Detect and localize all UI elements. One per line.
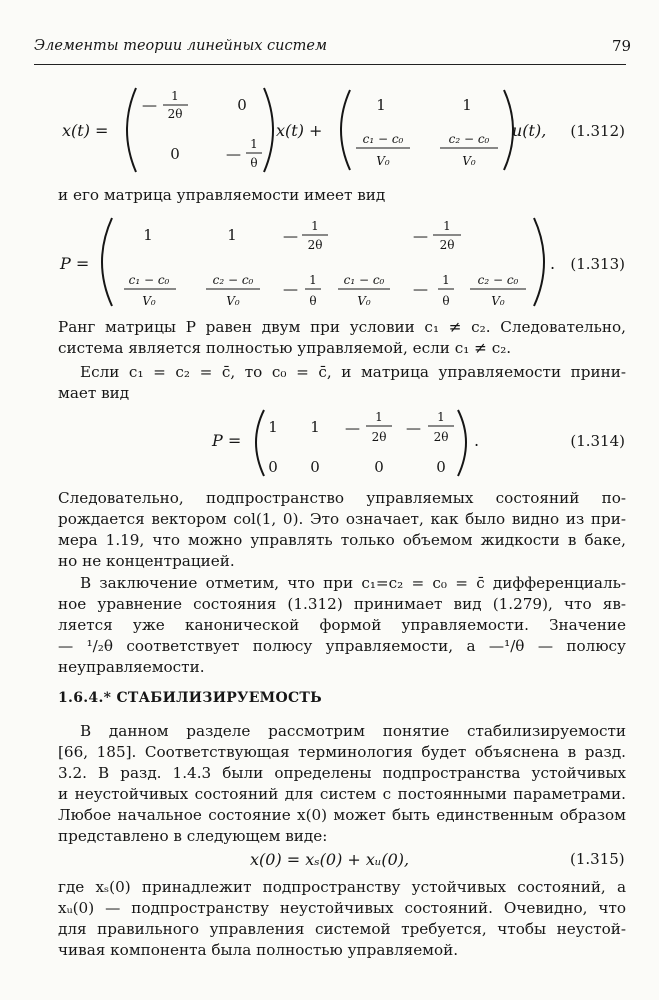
eq1312-b22-den: V₀	[462, 154, 476, 168]
eq1313-r2c3a-num: 1	[309, 273, 317, 287]
eq1314-r1c2: 1	[310, 418, 320, 436]
eq1313-dot: .	[550, 254, 556, 273]
eq1313-r2c3a-den: θ	[309, 294, 317, 308]
eq1313-r2c4b-den: V₀	[491, 294, 505, 308]
para4-line-1: В заключение отметим, что при c₁=c₂ = c₀ = c̄ дифференциаль-	[80, 574, 626, 592]
eq1314-r1c3-den: 2θ	[371, 430, 387, 444]
eq1312-b11: 1	[376, 96, 386, 114]
eq1312-m11-num: 1	[171, 89, 179, 103]
eq1314-r1c3-minus: —	[345, 419, 360, 437]
eq1314-r1c4-num: 1	[437, 410, 445, 424]
eq1314-r2c2: 0	[310, 458, 320, 476]
eq1313-r1c3-num: 1	[311, 219, 319, 233]
para3-line-4: но не концентрацией.	[58, 552, 235, 570]
para3-line-2: рождается вектором col(1, 0). Это означает, как было видно из при-	[58, 510, 626, 528]
eq1313-lparen	[102, 218, 112, 306]
eq1315-formula: x(0) = xₛ(0) + xᵤ(0),	[250, 850, 410, 869]
para4-line-2: ное уравнение состояния (1.312) принимает вид (1.279), что яв-	[58, 595, 626, 613]
eq1313-r1c1: 1	[143, 226, 153, 244]
eq1313-r1c2: 1	[227, 226, 237, 244]
eq1312-minus: —	[142, 96, 157, 114]
eq1314-r1c1: 1	[268, 418, 278, 436]
eq1312-b22-num: c₂ − c₀	[448, 132, 490, 146]
eq1313-r2c2-num: c₂ − c₀	[212, 273, 254, 287]
eq1312-m12: 0	[237, 96, 247, 114]
eq1312-m11-den: 2θ	[167, 107, 183, 121]
eq1313-r1c3-den: 2θ	[307, 238, 323, 252]
eq1314-r1c4-den: 2θ	[433, 430, 449, 444]
para6-line-1: где xₛ(0) принадлежит подпространству устойчивых состояний, а	[58, 878, 626, 896]
para3-line-3: мера 1.19, что можно управлять только объемом жидкости в баке,	[58, 531, 626, 549]
eq1313-r1c4-num: 1	[443, 219, 451, 233]
eq1312-lparen-b	[341, 90, 350, 170]
eq1313-r1c3-minus: —	[283, 227, 298, 245]
para6-line-2: xᵤ(0) — подпространству неустойчивых состояний. Очевидно, что	[58, 899, 626, 917]
para5-line-3: 3.2. В разд. 1.4.3 были определены подпространства устойчивых	[58, 764, 626, 782]
eq1314-rparen	[458, 410, 466, 476]
para5-line-4: и неустойчивых состояний для систем с постоянными параметрами.	[58, 785, 626, 803]
eq1312-mid: x(t) +	[276, 121, 323, 140]
para2-line-2: мает вид	[58, 384, 130, 402]
eq1314-r1c3-num: 1	[375, 410, 383, 424]
para3-line-1: Следовательно, подпространство управляемых состояний по-	[58, 489, 626, 507]
eq1313-label: (1.313)	[570, 255, 625, 273]
para4-line-5: неуправляемости.	[58, 658, 205, 676]
para5-line-5: Любое начальное состояние x(0) может быть единственным образом	[58, 806, 626, 824]
eq1314-label: (1.314)	[570, 432, 625, 450]
eq1314-r1c4-minus: —	[406, 419, 421, 437]
text-matrix-intro: и его матрица управляемости имеет вид	[58, 186, 386, 204]
equation-1-313	[0, 212, 659, 312]
eq1313-r2c4-minus: —	[413, 280, 428, 298]
eq1312-lparen-a	[127, 88, 136, 172]
eq1314-dot: .	[474, 431, 480, 450]
eq1313-r2c4a-num: 1	[442, 273, 450, 287]
eq1312-b21-num: c₁ − c₀	[362, 132, 404, 146]
eq1312-m22-den: θ	[250, 156, 258, 170]
eq1314-lparen	[256, 410, 264, 476]
eq1313-r2c2-den: V₀	[226, 294, 240, 308]
para4-line-4: — ¹/₂θ соответствует полюсу управляемости, а —¹/θ — полюсу	[58, 637, 626, 655]
section-heading: 1.6.4.* СТАБИЛИЗИРУЕМОСТЬ	[58, 690, 322, 706]
eq1313-r2c4a-den: θ	[442, 294, 450, 308]
eq1313-rparen	[534, 218, 544, 306]
eq1313-r2c1-den: V₀	[142, 294, 156, 308]
eq1313-r1c4-den: 2θ	[439, 238, 455, 252]
para5-line-1: В данном разделе рассмотрим понятие стабилизируемости	[80, 722, 626, 740]
eq1312-label: (1.312)	[570, 122, 625, 140]
eq1313-r2c3b-den: V₀	[357, 294, 371, 308]
eq1313-r2c3b-num: c₁ − c₀	[343, 273, 385, 287]
equation-1-312	[0, 80, 659, 180]
header-rule	[34, 64, 626, 65]
eq1312-m22-num: 1	[250, 137, 258, 151]
para1-line-1: Ранг матрицы P равен двум при условии c₁ ≠ c₂. Следовательно,	[58, 318, 626, 336]
eq1313-r2c1-num: c₁ − c₀	[128, 273, 170, 287]
eq1313-lhs: P =	[60, 254, 90, 273]
eq1314-r2c1: 0	[268, 458, 278, 476]
eq1314-r2c3: 0	[374, 458, 384, 476]
eq1312-minus2: —	[226, 145, 241, 163]
equation-1-314	[0, 404, 659, 484]
para4-line-3: ляется уже канонической формой управляемости. Значение	[58, 616, 626, 634]
running-header-title: Элементы теории линейных систем	[34, 38, 327, 54]
page-number: 79	[612, 37, 632, 55]
eq1312-m21: 0	[170, 145, 180, 163]
eq1312-b12: 1	[462, 96, 472, 114]
para1-line-2: система является полностью управляемой, если c₁ ≠ c₂.	[58, 339, 512, 357]
para6-line-3: для правильного управления системой требуется, чтобы неустой-	[58, 920, 626, 938]
eq1312-rparen-a	[264, 88, 273, 172]
eq1313-r2c3-minus: —	[283, 280, 298, 298]
para6-line-4: чивая компонента была полностью управляемой.	[58, 941, 459, 959]
eq1313-r1c4-minus: —	[413, 227, 428, 245]
eq1315-label: (1.315)	[570, 850, 625, 868]
eq1312-b21-den: V₀	[376, 154, 390, 168]
eq1314-lhs: P =	[212, 431, 242, 450]
eq1312-lhs: x(t) =	[62, 121, 109, 140]
para5-line-2: [66, 185]. Соответствующая терминология будет объяснена в разд.	[58, 743, 626, 761]
eq1313-r2c4b-num: c₂ − c₀	[477, 273, 519, 287]
para5-line-6: представлено в следующем виде:	[58, 827, 328, 845]
eq1314-r2c4: 0	[436, 458, 446, 476]
eq1312-tail: u(t),	[512, 121, 547, 140]
para2-line-1: Если c₁ = c₂ = c̄, то c₀ = c̄, и матрица управляемости прини-	[80, 363, 626, 381]
